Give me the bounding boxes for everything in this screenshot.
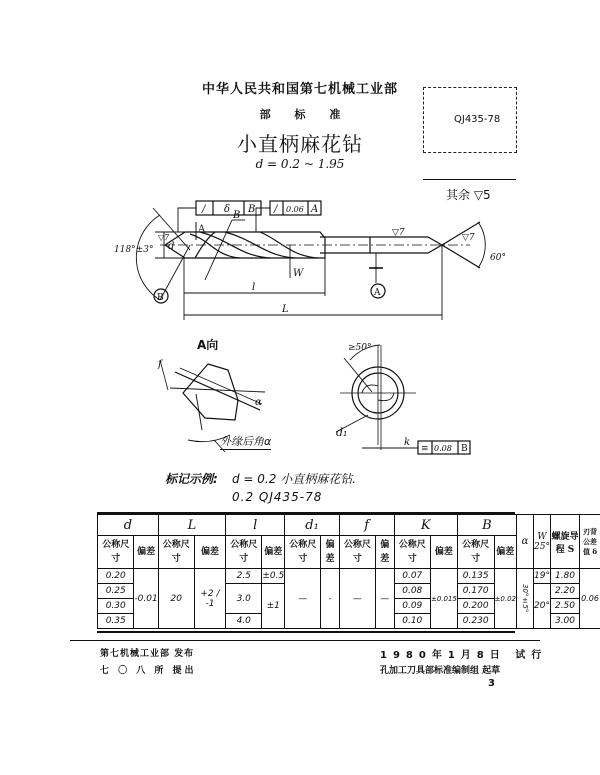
sub-tol: 偏差	[194, 536, 225, 569]
footer-proposer: 七 〇 八 所 提出	[100, 666, 197, 676]
label-a-arrow: A	[198, 224, 206, 235]
S-value: 3.00	[551, 614, 580, 629]
label-w: W	[293, 268, 304, 279]
document-title: 小直柄麻花钻	[237, 132, 363, 156]
sub-nominal: 公称尺寸	[339, 536, 375, 569]
label-d: d	[168, 241, 175, 252]
K-nominal: 0.09	[394, 599, 430, 614]
footer-rule	[70, 640, 540, 641]
sub-tol: 偏差	[321, 536, 340, 569]
f-tolerance: —	[375, 569, 394, 629]
marking-value: d = 0.2 小直柄麻花钻.	[232, 472, 357, 486]
W-value: 19°	[534, 569, 551, 584]
sub-nominal: 公称尺寸	[158, 536, 194, 569]
label-alpha: α	[255, 397, 262, 408]
datum-b: B	[157, 293, 164, 303]
surface-roughness-rest: 其余 ▽5	[446, 188, 491, 202]
S-value: 1.80	[551, 569, 580, 584]
sub-tol: 偏差	[430, 536, 457, 569]
label-k: k	[404, 437, 411, 448]
section-frame-datum: B	[461, 444, 468, 454]
sub-nominal: 公称尺寸	[457, 536, 494, 569]
standard-code: QJ435-78	[454, 114, 501, 125]
label-d1: d₁	[336, 426, 348, 439]
l-nominal: 4.0	[226, 614, 262, 629]
K-nominal: 0.07	[394, 569, 430, 584]
section-frame-symbol: ≡	[421, 444, 429, 454]
K-nominal: 0.08	[394, 584, 430, 599]
marking-code: 0.2 QJ435-78	[232, 490, 323, 504]
col-d: d	[98, 515, 159, 536]
B-nominal: 0.230	[457, 614, 494, 629]
label-l: l	[252, 282, 256, 293]
delta-value: 0.06	[580, 569, 600, 629]
diameter-range: d = 0.2 ~ 1.95	[255, 157, 345, 171]
edge-clearance-note: 外缘后角α	[220, 435, 272, 448]
sub-nominal: 公称尺寸	[98, 536, 134, 569]
label-f: f	[158, 359, 162, 370]
sub-tol: 偏差	[494, 536, 517, 569]
footer-issuer: 第七机械工业部 发布	[100, 649, 195, 659]
l-nominal: 3.0	[226, 584, 262, 614]
l-tolerance: ±1	[262, 584, 285, 629]
roughness-tip: ▽7	[158, 233, 170, 242]
B-nominal: 0.135	[457, 569, 494, 584]
d1-tolerance: -	[321, 569, 340, 629]
S-value: 2.20	[551, 584, 580, 599]
label-L: L	[282, 304, 289, 315]
col-d1: d₁	[285, 515, 340, 536]
L-nominal: 20	[158, 569, 194, 629]
page-number: 3	[488, 678, 495, 689]
frame1-value: δ	[224, 204, 231, 215]
table-bottom-rule	[97, 631, 515, 633]
roughness-center: ▽7	[462, 233, 475, 243]
table-group-header	[98, 515, 600, 536]
col-W: W 25°	[534, 515, 551, 569]
S-value: 2.50	[551, 599, 580, 614]
frame1-symbol: /	[202, 204, 206, 215]
alpha-value: 30°±5°	[517, 569, 534, 629]
section-frame-value: 0.08	[434, 444, 452, 453]
K-tolerance: ±0.015	[430, 569, 457, 629]
col-f: f	[339, 515, 394, 536]
sub-nominal: 公称尺寸	[226, 536, 262, 569]
standard-label: 部 标 准	[259, 108, 341, 121]
frame2-symbol: /	[274, 204, 278, 215]
label-b-leader: B	[233, 210, 241, 221]
d-nominal: 0.30	[98, 599, 134, 614]
B-tolerance: ±0.02	[494, 569, 517, 629]
d1-nominal: —	[285, 569, 321, 629]
d-nominal: 0.35	[98, 614, 134, 629]
col-lead-S: 螺旋导程 S	[551, 515, 580, 569]
footer-drafter: 孔加工刀具部标准编制组 起草	[380, 666, 501, 676]
frame2-value: 0.06	[286, 205, 304, 214]
d-nominal: 0.20	[98, 569, 134, 584]
footer-date: 1980年1月8日 试行	[380, 650, 548, 661]
d-tolerance: -0.01	[134, 569, 158, 629]
drill-main-view	[136, 201, 485, 320]
l-nominal: 2.5	[226, 569, 262, 584]
frame2-datum: A	[311, 204, 319, 215]
table-row	[98, 569, 600, 584]
view-a-title: A向	[197, 338, 219, 352]
roughness-shank: ▽7	[392, 228, 405, 238]
point-angle: 118°±3°	[114, 245, 154, 255]
spec-table	[97, 514, 600, 629]
sub-tol: 偏差	[134, 536, 158, 569]
sub-tol: 偏差	[262, 536, 285, 569]
center-angle: 60°	[490, 253, 506, 263]
K-nominal: 0.10	[394, 614, 430, 629]
marking-label: 标记示例:	[165, 472, 218, 486]
ministry-name: 中华人民共和国第七机械工业部	[201, 82, 398, 97]
W-value: 20°	[534, 584, 551, 629]
frame1-datum: B	[248, 204, 256, 215]
section-view-drawing	[336, 345, 470, 454]
col-B: B	[457, 515, 516, 536]
d-nominal: 0.25	[98, 584, 134, 599]
L-tolerance: +2 / -1	[194, 569, 225, 629]
B-nominal: 0.200	[457, 599, 494, 614]
sub-nominal: 公称尺寸	[285, 536, 321, 569]
col-L: L	[158, 515, 225, 536]
col-K: K	[394, 515, 457, 536]
col-l: l	[226, 515, 285, 536]
l-tolerance: ±0.5	[262, 569, 285, 584]
sub-tol: 偏差	[375, 536, 394, 569]
B-nominal: 0.170	[457, 584, 494, 599]
datum-a: A	[374, 288, 381, 298]
col-delta: 刃背公差值 δ	[580, 515, 600, 569]
col-alpha: α	[517, 515, 534, 569]
f-nominal: —	[339, 569, 375, 629]
section-angle: ≥50°	[348, 343, 372, 353]
sub-nominal: 公称尺寸	[394, 536, 430, 569]
